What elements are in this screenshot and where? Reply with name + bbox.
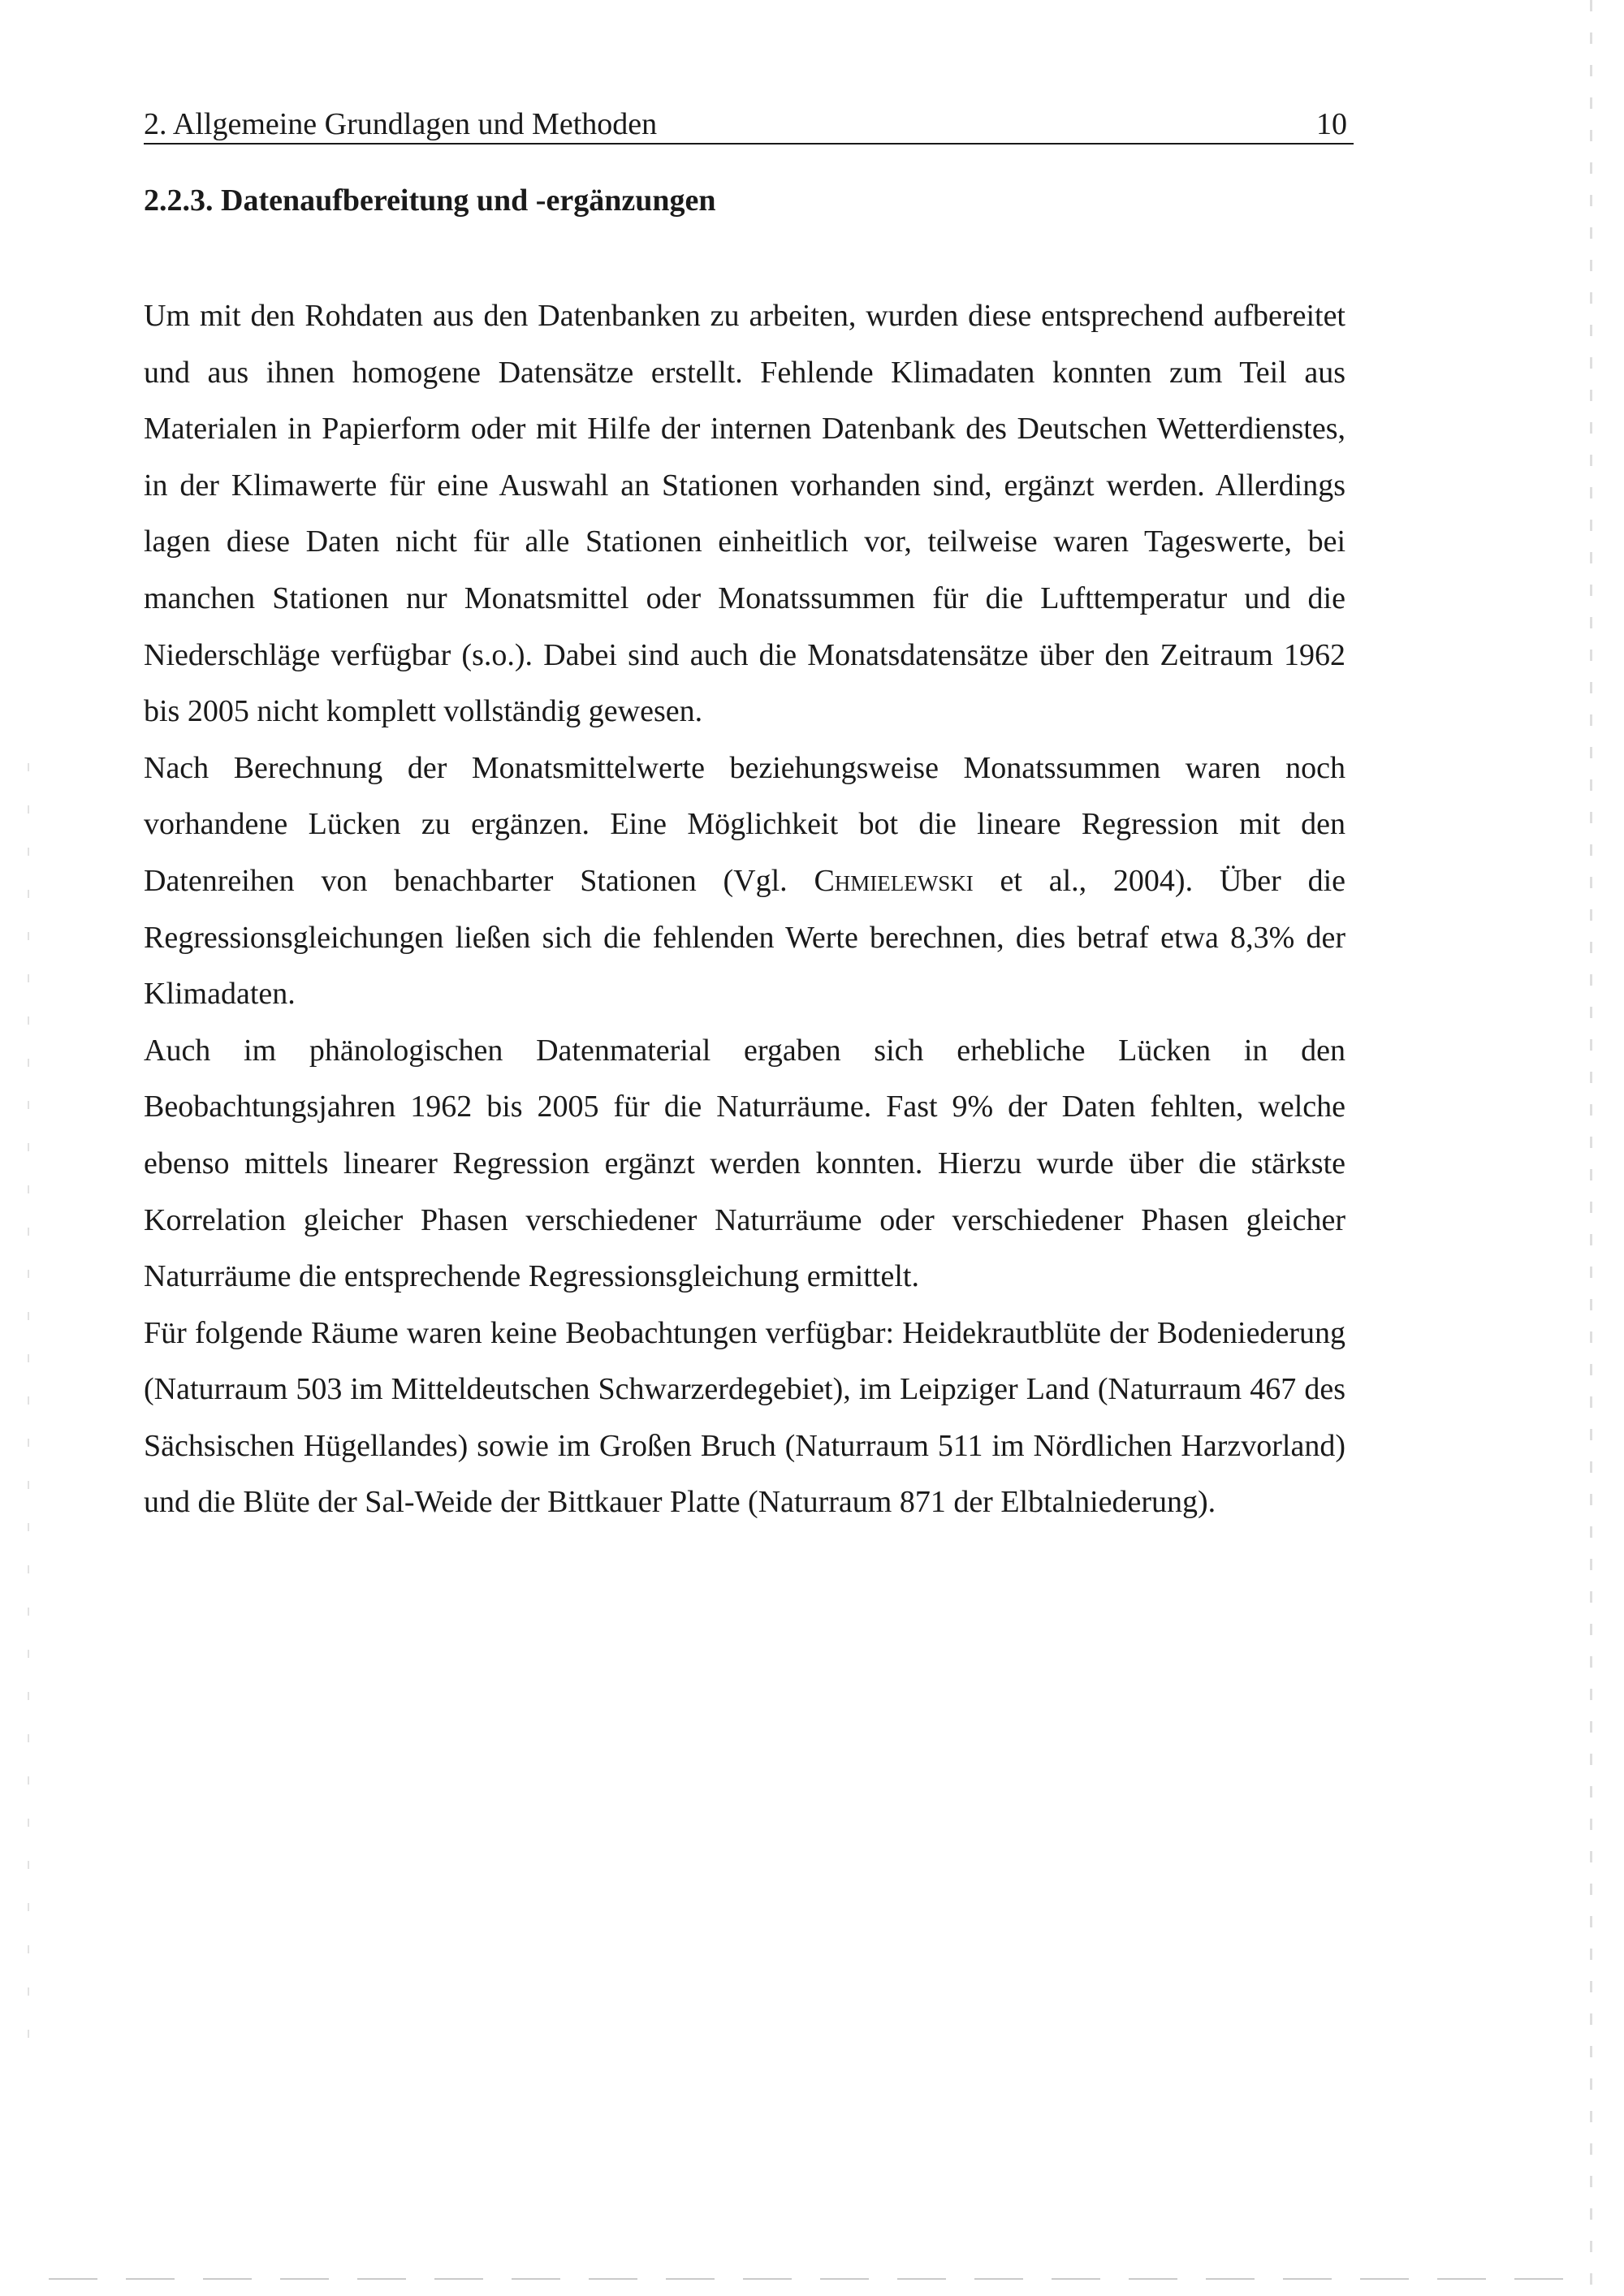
paragraph-missing-observations: Für folgende Räume waren keine Beobachtungen verfügbar: Heidekrautblüte der Bodeniederung (Naturraum 503 im Mitteldeutschen Schwarzerdegebiet), im Leipziger Land (Naturraum 467 des Sächsischen Hügellandes) sowie im Großen Bruch (Naturraum 511 im Nördlichen Harzvorland) und die Blüte der Sal-Weide der Bittkauer Platte (Naturraum 871 der Elbtalniederung).: [144, 1315, 1345, 1520]
paragraph-regression-part1: Nach Berechnung der Monatsmittelwerte beziehungsweise Monatssummen waren noch vorhandene Lücken zu ergänzen. Eine Möglichkeit bot die lineare Regression mit den Datenreihen von benachbarter Stationen (Vgl.: [144, 750, 1345, 898]
section-heading: 2.2.3. Datenaufbereitung und -ergänzungen: [144, 183, 716, 218]
paragraph-climate-data: Um mit den Rohdaten aus den Datenbanken zu arbeiten, wurden diese entsprechend aufbereitet und aus ihnen homogene Datensätze erstellt. Fehlende Klimadaten konnten zum Teil aus Materialen in Papierform oder mit Hilfe der internen Datenbank des Deutschen Wetterdienstes, in der Klimawerte für eine Auswahl an Stationen vorhanden sind, ergänzt werden. Allerdings lagen diese Daten nicht für alle Stationen einheitlich vor, teilweise waren Tageswerte, bei manchen Stationen nur Monatsmittel oder Monatssummen für die Lufttemperatur und die Niederschläge verfügbar (s.o.). Dabei sind auch die Monatsdatensätze über den Zeitraum 1962 bis 2005 nicht komplett vollständig gewesen.: [144, 299, 1345, 729]
paragraph-regression-part2: et al., 2004). Über die Regressionsgleichungen ließen sich die fehlenden Werte berechnen, dies betraf etwa 8,3% der Klimadaten.: [144, 863, 1345, 1012]
page-number: 10: [1316, 107, 1347, 141]
scan-edge-artifact: [1590, 0, 1592, 2296]
running-header: [144, 97, 1354, 145]
paragraph-phenology: Auch im phänologischen Datenmaterial ergaben sich erhebliche Lücken in den Beobachtungsjahren 1962 bis 2005 für die Naturräume. Fast 9% der Daten fehlten, welche ebenso mittels linearer Regression ergänzt werden konnten. Hierzu wurde über die stärkste Korrelation gleicher Phasen verschiedener Naturräume oder verschiedener Phasen gleicher Naturräume die entsprechende Regressionsgleichung ermittelt.: [144, 1033, 1345, 1294]
author-citation: Chmielewski: [814, 863, 974, 898]
paragraph-regression: [144, 740, 1345, 1023]
scan-bottom-artifact: [49, 2278, 1583, 2280]
chapter-title: 2. Allgemeine Grundlagen und Methoden: [144, 107, 658, 141]
scan-margin-artifact: [28, 763, 29, 2038]
body-text: [144, 288, 1345, 1531]
